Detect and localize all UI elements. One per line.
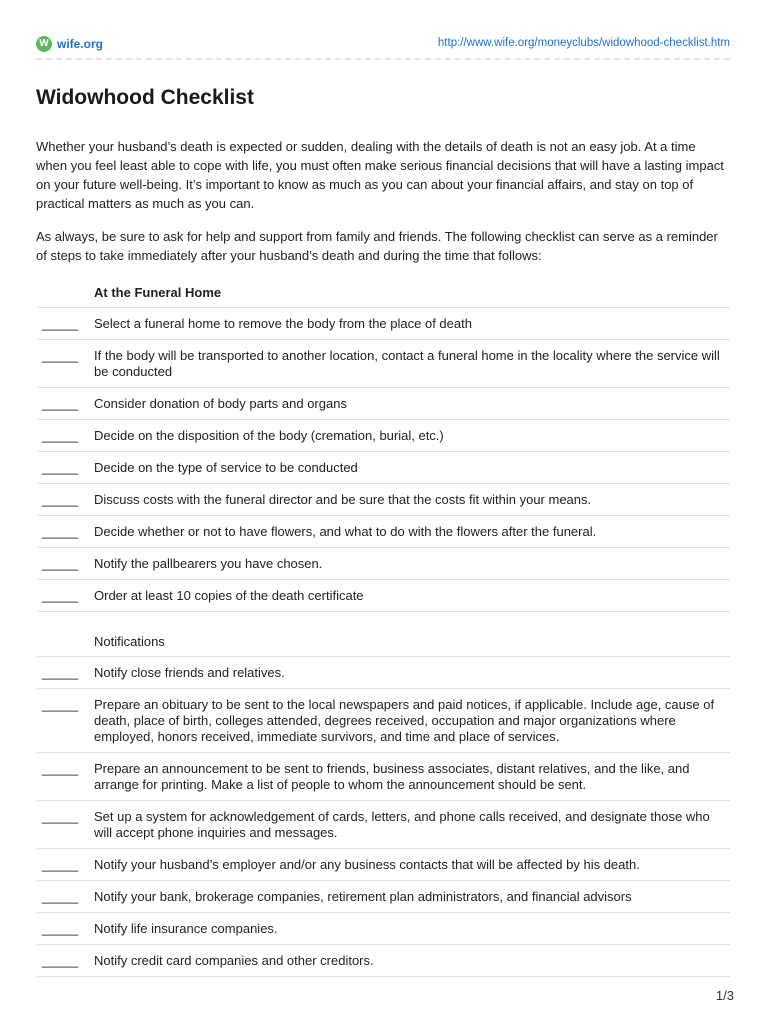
section-heading-spacer <box>36 634 94 649</box>
checklist-blank: _____ <box>42 889 79 904</box>
checklist-item-text: Discuss costs with the funeral director and be sure that the costs fit within your means. <box>94 492 592 507</box>
checklist-blank: _____ <box>42 857 79 872</box>
checklist-blank: _____ <box>42 588 79 603</box>
site-logo-icon: W <box>36 36 52 52</box>
checklist-item <box>36 849 730 881</box>
checklist-blank: _____ <box>42 316 79 331</box>
checklist-item-text: Consider donation of body parts and organs <box>94 396 347 411</box>
checklist-item-text: Notify your bank, brokerage companies, retirement plan administrators, and financial advisors <box>94 889 632 904</box>
checklist-blank: _____ <box>42 348 79 363</box>
checklist-blank: _____ <box>42 460 79 475</box>
section-heading-label: Notifications <box>94 634 165 649</box>
header-divider <box>36 58 730 60</box>
section-heading <box>36 277 730 308</box>
page-header <box>36 36 730 56</box>
checklist-item <box>36 516 730 548</box>
checklist-item <box>36 484 730 516</box>
checklist-item <box>36 881 730 913</box>
checklist-item-text: Notify your husband’s employer and/or any business contacts that will be affected by his death. <box>94 857 640 872</box>
checklist-item-text: Notify close friends and relatives. <box>94 665 285 680</box>
checklist-item <box>36 753 730 801</box>
page-title: Widowhood Checklist <box>36 86 254 109</box>
checklist-item <box>36 689 730 753</box>
checklist-item <box>36 388 730 420</box>
checklist-item <box>36 801 730 849</box>
checklist-item-text: If the body will be transported to another location, contact a funeral home in the locality where the service will be conducted <box>94 348 720 379</box>
checklist-item-text: Notify life insurance companies. <box>94 921 278 936</box>
checklist-blank: _____ <box>42 428 79 443</box>
checklist-blank: _____ <box>42 809 79 824</box>
checklist <box>36 277 730 977</box>
section-heading-spacer <box>36 285 94 300</box>
checklist-item-text: Order at least 10 copies of the death certificate <box>94 588 364 603</box>
checklist-blank: _____ <box>42 761 79 776</box>
page-number: 1/3 <box>715 988 734 1003</box>
checklist-item <box>36 340 730 388</box>
checklist-item <box>36 452 730 484</box>
checklist-item-text: Prepare an obituary to be sent to the local newspapers and paid notices, if applicable. Include age, cause of death, place of birth, colleges attended, degrees received, occupation and major organizations where employed, honors received, immediate survivors, and time and place of services. <box>94 697 715 744</box>
checklist-item-text: Set up a system for acknowledgement of cards, letters, and phone calls received, and designate those who will accept phone inquiries and messages. <box>94 809 710 840</box>
checklist-blank: _____ <box>42 665 79 680</box>
section-heading <box>36 626 730 657</box>
checklist-item-text: Decide whether or not to have flowers, and what to do with the flowers after the funeral. <box>94 524 597 539</box>
page-url-link[interactable]: http://www.wife.org/moneyclubs/widowhood-checklist.htm <box>437 37 730 49</box>
checklist-item-text: Decide on the type of service to be conducted <box>94 460 358 475</box>
site-name-link[interactable]: wife.org <box>57 37 104 51</box>
intro-paragraph: Whether your husband’s death is expected or sudden, dealing with the details of death is not an easy job. At a time when you feel least able to cope with life, you must often make serious financial decisions that will have a lasting impact on your future well-being. It’s important to know as much as you can about your financial affairs, and stay on top of practical matters as much as you can. <box>36 139 724 211</box>
checklist-item-text: Select a funeral home to remove the body from the place of death <box>94 316 472 331</box>
checklist-item <box>36 913 730 945</box>
checklist-item <box>36 657 730 689</box>
section-heading-label: At the Funeral Home <box>94 285 222 300</box>
checklist-blank: _____ <box>42 921 79 936</box>
checklist-blank: _____ <box>42 524 79 539</box>
checklist-item-text: Notify credit card companies and other creditors. <box>94 953 374 968</box>
checklist-blank: _____ <box>42 396 79 411</box>
checklist-blank: _____ <box>42 697 79 712</box>
checklist-item-text: Notify the pallbearers you have chosen. <box>94 556 323 571</box>
checklist-blank: _____ <box>42 556 79 571</box>
checklist-item <box>36 420 730 452</box>
checklist-item <box>36 580 730 612</box>
checklist-item <box>36 548 730 580</box>
checklist-item <box>36 308 730 340</box>
checklist-blank: _____ <box>42 492 79 507</box>
checklist-item-text: Prepare an announcement to be sent to friends, business associates, distant relatives, and the like, and arrange for printing. Make a list of people to whom the announcement should be sent. <box>94 761 690 792</box>
checklist-item-text: Decide on the disposition of the body (cremation, burial, etc.) <box>94 428 444 443</box>
checklist-blank: _____ <box>42 953 79 968</box>
intro-paragraph-2: As always, be sure to ask for help and support from family and friends. The following checklist can serve as a reminder of steps to take immediately after your husband’s death and during the time that follows: <box>36 229 718 263</box>
checklist-item <box>36 945 730 977</box>
